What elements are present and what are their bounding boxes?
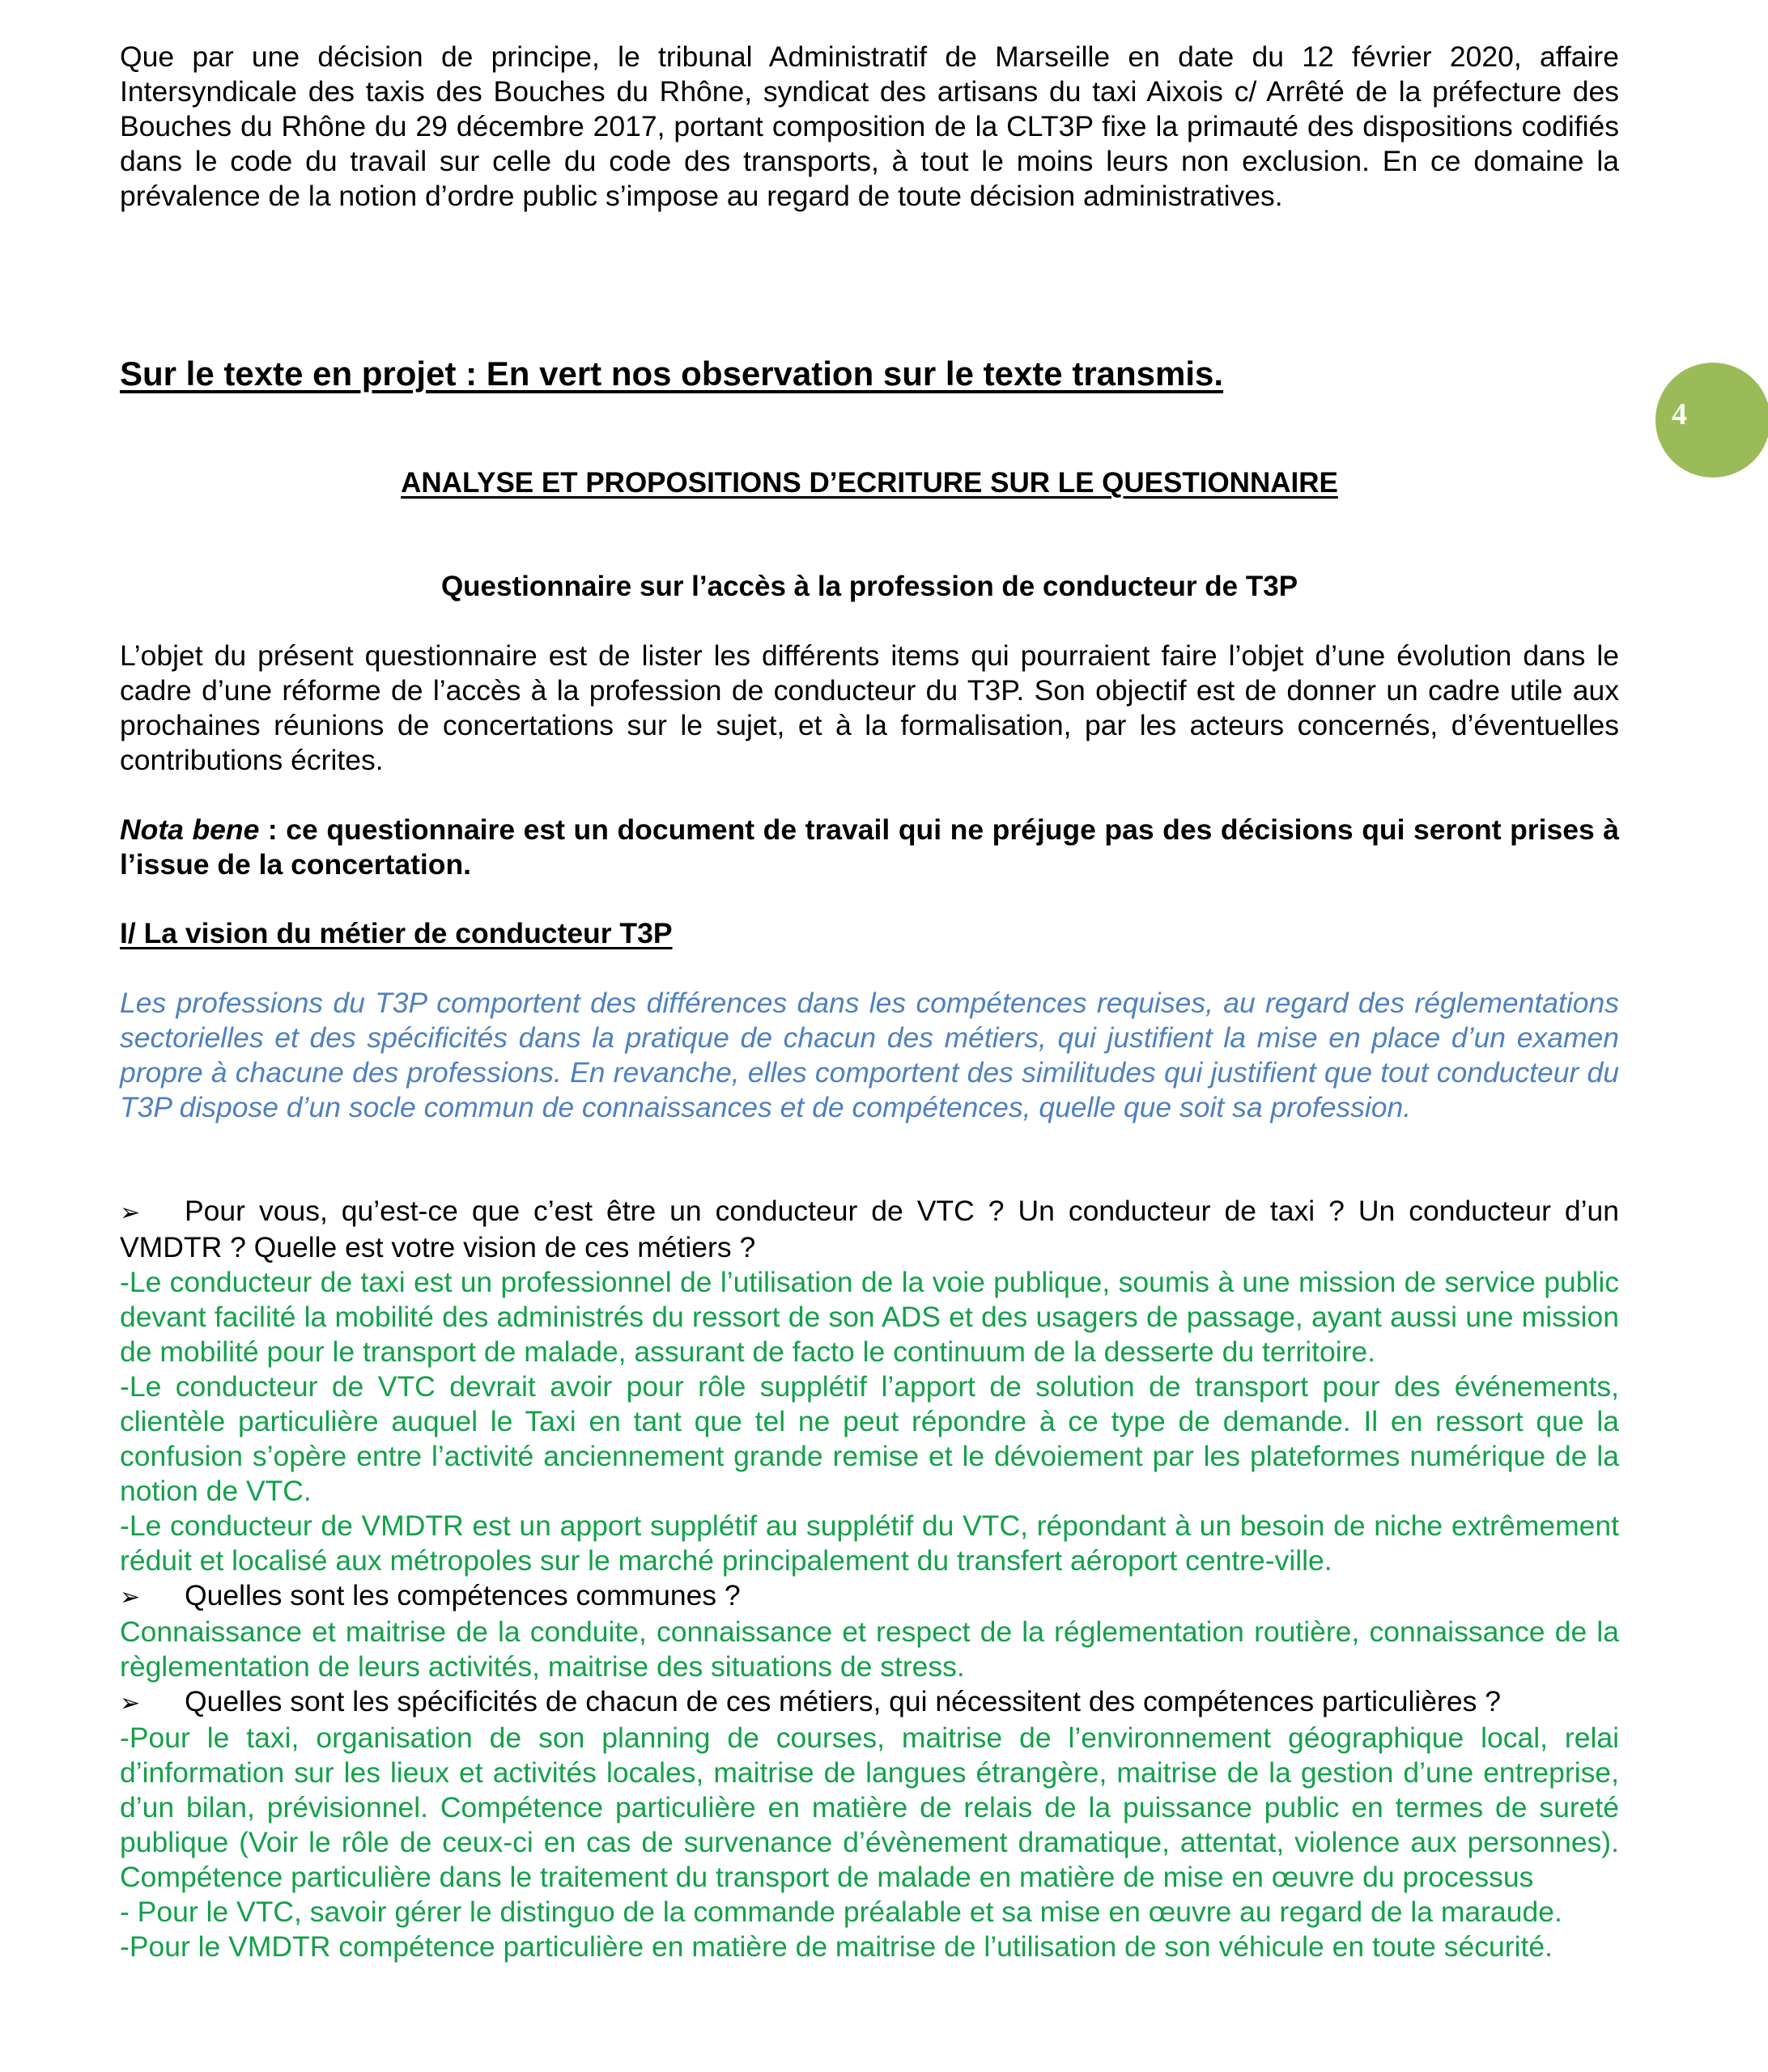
question-block (120, 1578, 1619, 1684)
intro-paragraph: Que par une décision de principe, le tribunal Administratif de Marseille en date du 12 février 2020, affaire Intersyndicale des taxis des Bouches du Rhône, syndicat des artisans du taxi Aixois c/ Arrêté de la préfecture des Bouches du Rhône du 29 décembre 2017, portant composition de la CLT3P fixe la primauté des dispositions codifiés dans le code du travail sur celle du code des transports, à tout le moins leurs non exclusion. En ce domaine la prévalence de la notion d’ordre public s’impose au regard de toute décision administratives. (120, 40, 1619, 212)
question-item (120, 1684, 1619, 1721)
section-intro-paragraph: Les professions du T3P comportent des différences dans les compétences requises, au regard des réglementations sectorielles et des spécificités dans la pratique de chacun des métiers, qui justifient la mise en place d’un examen propre à chacune des professions. En revanche, elles comportent des similitudes qui justifient que tout conducteur du T3P dispose d’un socle commun de connaissances et de compétences, quelle que soit sa profession. (120, 987, 1619, 1123)
questionnaire-title: Questionnaire sur l’accès à la profession de conducteur de T3P (440, 571, 1298, 602)
page-number-badge (1655, 363, 1768, 478)
nota-bene-text: : ce questionnaire est un document de travail qui ne préjuge pas des décisions qui seront prises à l’issue de la concertation. (120, 813, 1620, 881)
question-block (120, 1684, 1619, 1964)
section-heading: I/ La vision du métier de conducteur T3P (120, 917, 673, 949)
question-item (120, 1194, 1619, 1265)
page-number: 4 (1672, 397, 1687, 431)
objet-paragraph: L’objet du présent questionnaire est de lister les différents items qui pourraient faire l’objet d’une évolution dans le cadre d’une réforme de l’accès à la profession de conducteur du T3P. Son objectif est de donner un cadre utile aux prochaines réunions de concertations sur le sujet, et à la formalisation, par les acteurs concernés, d’éventuelles contributions écrites. (120, 639, 1619, 776)
nota-bene-paragraph (120, 813, 1619, 882)
question-text: Pour vous, qu’est-ce que c’est être un conducteur de VTC ? Un conducteur de taxi ? Un conducteur d’un VMDTR ? Quelle est votre vision de ces métiers ? (120, 1195, 1619, 1263)
arrow-bullet-icon: ➢ (120, 1584, 141, 1611)
question-block (120, 1194, 1619, 1578)
answer-paragraph: -Pour le VMDTR compétence particulière en matière de maitrise de l’utilisation de son véhicule en toute sécurité. (120, 1930, 1553, 1963)
answer-paragraph: -Le conducteur de VMDTR est un apport supplétif au supplétif du VTC, répondant à un besoin de niche extrêmement réduit et localisé aux métropoles sur le marché principalement du transfert aéroport centre-ville. (120, 1509, 1619, 1577)
answer-paragraph: -Pour le taxi, organisation de son planning de courses, maitrise de l’environnement géographique local, relai d’information sur les lieux et activités locales, maitrise de langues étrangère, maitrise de la gestion d’une entreprise, d’un bilan, prévisionnel. Compétence particulière en matière de relais de la puissance public en termes de sureté publique (Voir le rôle de ceux-ci en cas de survenance d’évènement dramatique, attentat, violence aux personnes). Compétence particulière dans le traitement du transport de malade en matière de mise en œuvre du processus (120, 1722, 1619, 1893)
arrow-bullet-icon: ➢ (120, 1199, 141, 1226)
analysis-heading: ANALYSE ET PROPOSITIONS D’ECRITURE SUR LE QUESTIONNAIRE (401, 467, 1338, 499)
answer-paragraph: - Pour le VTC, savoir gérer le distinguo de la commande préalable et sa mise en œuvre au regard de la maraude. (120, 1896, 1562, 1928)
question-item (120, 1578, 1619, 1615)
question-text: Quelles sont les spécificités de chacun de ces métiers, qui nécessitent des compétences particulières ? (185, 1685, 1501, 1717)
answer-paragraph: -Le conducteur de VTC devrait avoir pour rôle supplétif l’apport de solution de transport pour des événements, clientèle particulière auquel le Taxi en tant que tel ne peut répondre à ce type de demande. Il en ressort que la confusion s’opère entre l’activité anciennement grande remise et le dévoiement par les plateformes numérique de la notion de VTC. (120, 1370, 1619, 1507)
arrow-bullet-icon: ➢ (120, 1690, 141, 1717)
nota-bene-label: Nota bene (120, 813, 260, 846)
main-heading: Sur le texte en projet : En vert nos observation sur le texte transmis. (120, 355, 1224, 393)
answer-paragraph: -Le conducteur de taxi est un professionnel de l’utilisation de la voie publique, soumis à une mission de service public devant facilité la mobilité des administrés du ressort de son ADS et des usagers de passage, ayant aussi une mission de mobilité pour le transport de malade, assurant de facto le continuum de la desserte du territoire. (120, 1266, 1619, 1368)
questions-list (120, 1194, 1619, 1964)
question-text: Quelles sont les compétences communes ? (185, 1579, 741, 1611)
answer-paragraph: Connaissance et maitrise de la conduite, connaissance et respect de la réglementation routière, connaissance de la règlementation de leurs activités, maitrise des situations de stress. (120, 1616, 1619, 1683)
